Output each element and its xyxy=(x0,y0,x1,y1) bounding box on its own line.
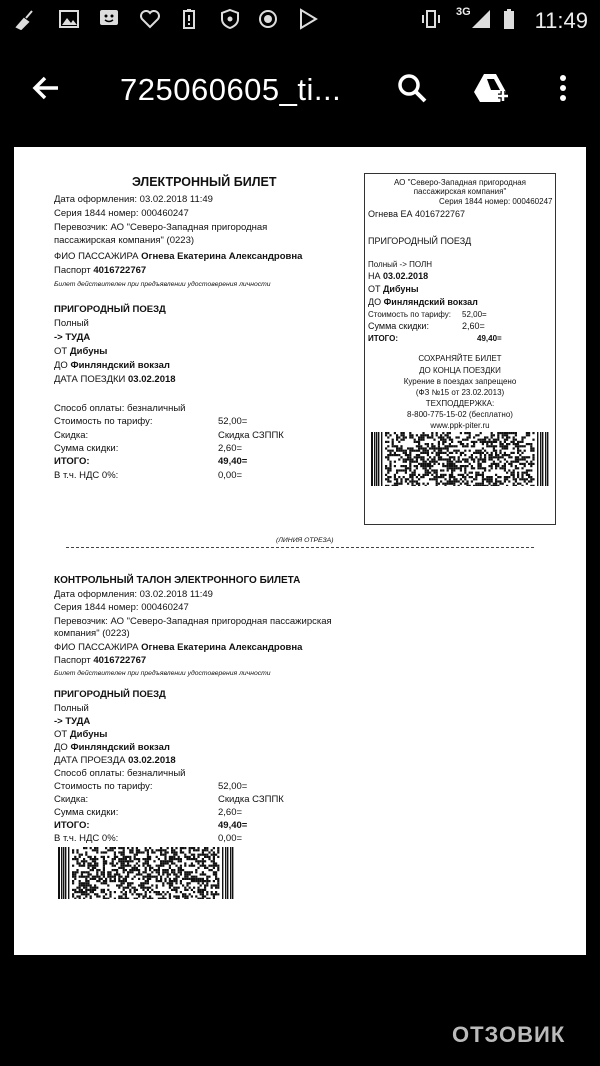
stub-tariff-label: Стоимость по тарифу: xyxy=(368,310,451,319)
train-type: ПРИГОРОДНЫЙ ПОЕЗД xyxy=(54,304,166,315)
control-direction: -> ТУДА xyxy=(54,716,91,727)
passenger-name: ФИО ПАССАЖИРА Огнева Екатерина Александровна xyxy=(54,251,303,262)
stub-barcode xyxy=(371,432,549,486)
battery-icon xyxy=(498,8,520,30)
message-notification-icon xyxy=(98,8,120,30)
ticket-title: ЭЛЕКТРОННЫЙ БИЛЕТ xyxy=(132,175,277,189)
control-vat-label: В т.ч. НДС 0%: xyxy=(54,833,119,844)
dining-notification-icon xyxy=(257,8,279,30)
control-carrier-1: Перевозчик: АО "Северо-Западная пригородная пассажирская xyxy=(54,616,332,627)
to-station: ДО Финляндский вокзал xyxy=(54,360,170,371)
stub-support-phone: 8-800-775-15-02 (бесплатно) xyxy=(407,410,513,419)
stub-smoking-1: Курение в поездах запрещено xyxy=(403,377,517,386)
watermark-logo: ОТЗОВИК xyxy=(452,1022,566,1047)
app-bar xyxy=(0,40,600,138)
control-from: ОТ Дибуны xyxy=(54,729,108,740)
clock: 11:49 xyxy=(534,8,588,33)
stub-company-2: пассажирская компания" xyxy=(413,187,507,196)
tariff-value: 52,00= xyxy=(218,416,248,427)
stub-train-type: ПРИГОРОДНЫЙ ПОЕЗД xyxy=(368,236,472,246)
control-discount-label: Скидка: xyxy=(54,794,89,805)
trip-date: ДАТА ПОЕЗДКИ 03.02.2018 xyxy=(54,374,176,385)
stub-from: ОТ Дибуны xyxy=(368,284,419,294)
validity-note: Билет действителен при предъявлении удостоверения личности xyxy=(54,281,271,288)
total-label: ИТОГО: xyxy=(54,456,90,467)
control-payment: Способ оплаты: безналичный xyxy=(54,768,186,779)
carrier-line-2: пассажирская компания" (0223) xyxy=(54,235,195,246)
vat-value: 0,00= xyxy=(218,470,243,481)
direction: -> ТУДА xyxy=(54,332,91,343)
stub-support-label: ТЕХПОДДЕРЖКА: xyxy=(425,399,495,408)
stub-tariff-value: 52,00= xyxy=(462,310,487,319)
control-passport: Паспорт 4016722767 xyxy=(54,655,147,666)
back-arrow-icon[interactable] xyxy=(26,68,66,108)
control-discount-sum-label: Сумма скидки: xyxy=(54,807,119,818)
more-options-icon[interactable] xyxy=(543,68,583,108)
discount-value: Скидка СЗППК xyxy=(218,430,284,441)
series-number: Серия 1844 номер: 000460247 xyxy=(54,208,189,219)
from-station: ОТ Дибуны xyxy=(54,346,108,357)
issue-date: Дата оформления: 03.02.2018 11:49 xyxy=(54,194,213,205)
carrier-line-1: Перевозчик: АО "Северо-Западная пригородная xyxy=(54,222,268,233)
stub-discount-sum-value: 2,60= xyxy=(462,321,485,331)
status-bar xyxy=(0,0,600,40)
control-validity-note: Билет действителен при предъявлении удостоверения личности xyxy=(54,670,271,677)
control-trip-date: ДАТА ПРОЕЗДА 03.02.2018 xyxy=(54,755,176,766)
vibrate-icon xyxy=(420,8,442,30)
control-series: Серия 1844 номер: 000460247 xyxy=(54,602,189,613)
passport: Паспорт 4016722767 xyxy=(54,265,147,276)
gallery-notification-icon xyxy=(58,8,80,30)
stub-total-value: 49,40= xyxy=(477,334,502,343)
control-to: ДО Финляндский вокзал xyxy=(54,742,170,753)
control-total-label: ИТОГО: xyxy=(54,820,90,831)
stub-website: www.ppk-piter.ru xyxy=(430,421,490,430)
tariff-label: Стоимость по тарифу: xyxy=(54,416,153,427)
network-type: 3G xyxy=(456,6,471,18)
ticket-stub xyxy=(364,173,556,525)
stub-smoking-2: (ФЗ №15 от 23.02.2013) xyxy=(415,388,505,397)
signal-icon xyxy=(470,8,492,30)
control-carrier-2: компания" (0223) xyxy=(54,628,130,639)
stub-fare: Полный -> ПОЛН xyxy=(368,260,433,269)
control-fare-type: Полный xyxy=(54,703,89,714)
control-total-value: 49,40= xyxy=(218,820,248,831)
stub-keep-1: СОХРАНЯЙТЕ БИЛЕТ xyxy=(418,354,502,363)
search-icon[interactable] xyxy=(392,68,432,108)
document-title: 725060605_ti... xyxy=(120,72,342,107)
control-discount-sum-value: 2,60= xyxy=(218,807,243,818)
add-to-drive-icon[interactable] xyxy=(470,68,510,108)
control-title: КОНТРОЛЬНЫЙ ТАЛОН ЭЛЕКТРОННОГО БИЛЕТА xyxy=(54,575,301,586)
cut-line xyxy=(66,547,534,548)
stub-to: ДО Финляндский вокзал xyxy=(368,297,478,307)
total-value: 49,40= xyxy=(218,456,248,467)
stub-passenger: Огнева ЕА 4016722767 xyxy=(368,209,466,219)
control-discount-value: Скидка СЗППК xyxy=(218,794,284,805)
stub-company-1: АО "Северо-Западная пригородная xyxy=(393,178,527,187)
control-barcode xyxy=(58,847,234,899)
stub-keep-2: ДО КОНЦА ПОЕЗДКИ xyxy=(419,366,501,375)
discount-sum-value: 2,60= xyxy=(218,443,243,454)
control-issue-date: Дата оформления: 03.02.2018 11:49 xyxy=(54,589,213,600)
shield-notification-icon xyxy=(219,8,241,30)
control-passenger-name: ФИО ПАССАЖИРА Огнева Екатерина Александровна xyxy=(54,642,303,653)
battery-alert-notification-icon xyxy=(178,8,200,30)
control-vat-value: 0,00= xyxy=(218,833,243,844)
control-train-type: ПРИГОРОДНЫЙ ПОЕЗД xyxy=(54,689,166,700)
control-tariff-label: Стоимость по тарифу: xyxy=(54,781,153,792)
payment-method: Способ оплаты: безналичный xyxy=(54,403,186,414)
fare-type: Полный xyxy=(54,318,89,329)
stub-total-label: ИТОГО: xyxy=(368,334,398,343)
stub-series: Серия 1844 номер: 000460247 xyxy=(439,197,553,206)
broom-notification-icon xyxy=(14,8,36,30)
heart-notification-icon xyxy=(139,8,161,30)
discount-sum-label: Сумма скидки: xyxy=(54,443,119,454)
discount-label: Скидка: xyxy=(54,430,89,441)
cut-line-label: (ЛИНИЯ ОТРЕЗА) xyxy=(276,537,334,544)
stub-discount-sum-label: Сумма скидки: xyxy=(368,321,429,331)
play-store-notification-icon xyxy=(297,8,319,30)
pdf-page xyxy=(14,147,586,955)
stub-date: НА 03.02.2018 xyxy=(368,271,429,281)
control-tariff-value: 52,00= xyxy=(218,781,248,792)
vat-label: В т.ч. НДС 0%: xyxy=(54,470,119,481)
